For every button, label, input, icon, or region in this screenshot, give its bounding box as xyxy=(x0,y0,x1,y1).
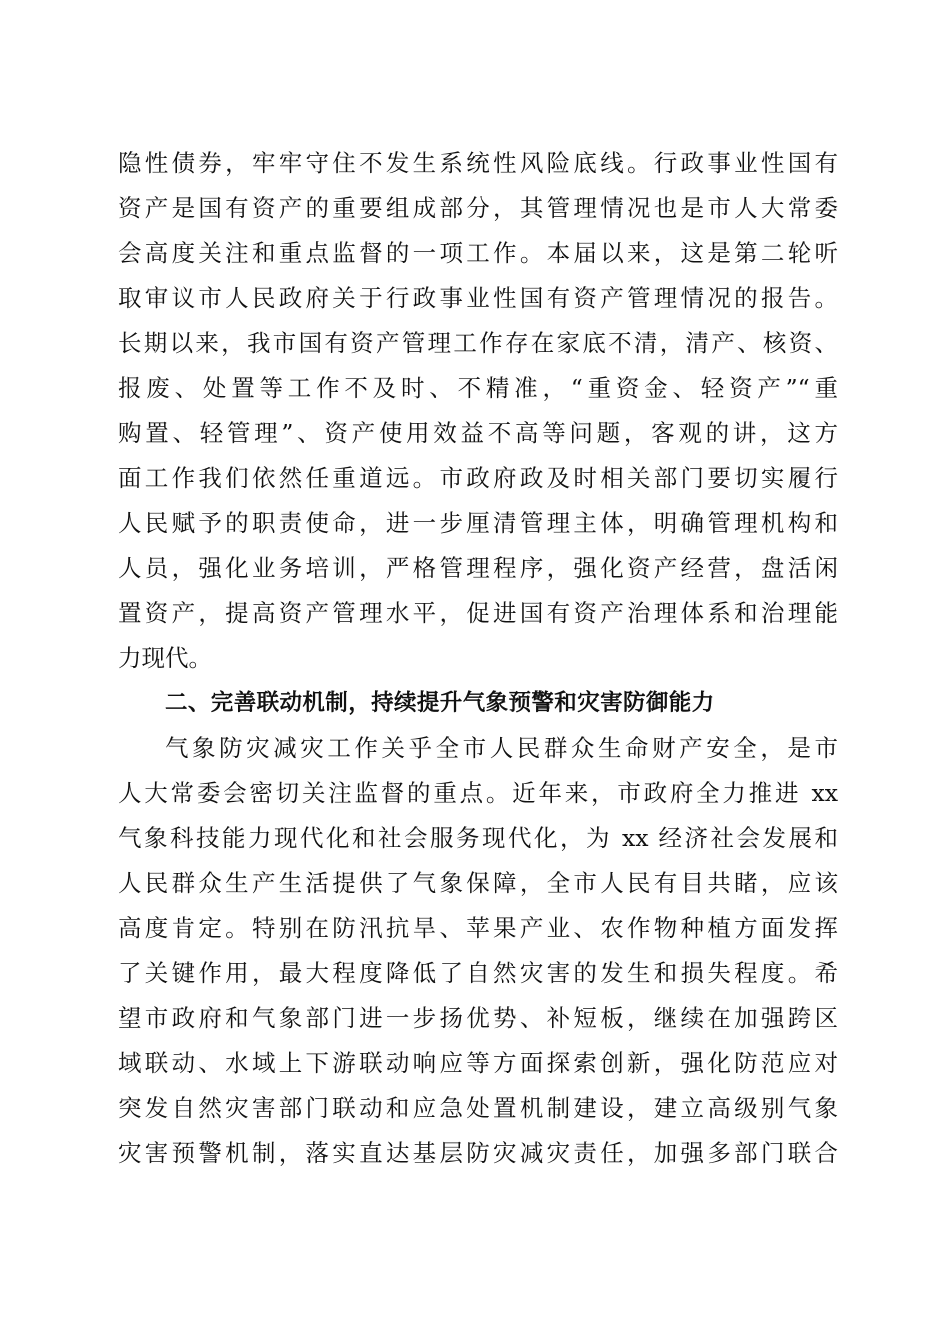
section-heading: 二、完善联动机制，持续提升气象预警和灾害防御能力 xyxy=(165,690,715,716)
text-line: 灾害预警机制，落实直达基层防灾减灾责任，加强多部门联合 xyxy=(118,1139,838,1167)
document-body xyxy=(118,141,838,1176)
text-line: 望市政府和气象部门进一步扬优势、补短板，继续在加强跨区 xyxy=(118,1004,838,1032)
text-line: 置资产，提高资产管理水平，促进国有资产治理体系和治理能 xyxy=(118,599,838,627)
text-line: 域联动、水域上下游联动响应等方面探索创新，强化防范应对 xyxy=(118,1049,838,1077)
text-line: 资产是国有资产的重要组成部分，其管理情况也是市人大常委 xyxy=(118,194,838,222)
text-line: 取审议市人民政府关于行政事业性国有资产管理情况的报告。 xyxy=(118,284,838,312)
text-line: 长期以来，我市国有资产管理工作存在家底不清，清产、核资、 xyxy=(118,329,838,357)
text-line: 会高度关注和重点监督的一项工作。本届以来，这是第二轮听 xyxy=(118,239,838,267)
text-line: 报废、处置等工作不及时、不精准，“重资金、轻资产”“重 xyxy=(118,374,838,402)
text-line: 面工作我们依然任重道远。市政府政及时相关部门要切实履行 xyxy=(118,464,838,492)
text-line: 气象科技能力现代化和社会服务现代化，为 xx 经济社会发展和 xyxy=(118,824,838,852)
text-line: 高度肯定。特别在防汛抗旱、苹果产业、农作物种植方面发挥 xyxy=(118,914,838,942)
text-line: 购置、轻管理”、资产使用效益不高等问题，客观的讲，这方 xyxy=(118,419,838,447)
text-line: 了关键作用，最大程度降低了自然灾害的发生和损失程度。希 xyxy=(118,959,838,987)
text-line: 人民群众生产生活提供了气象保障，全市人民有目共睹，应该 xyxy=(118,869,838,897)
text-line: 气象防灾减灾工作关乎全市人民群众生命财产安全，是市 xyxy=(165,734,838,762)
text-line: 突发自然灾害部门联动和应急处置机制建设，建立高级别气象 xyxy=(118,1094,838,1122)
text-line: 力现代。 xyxy=(118,644,212,672)
text-line: 人民赋予的职责使命，进一步厘清管理主体，明确管理机构和 xyxy=(118,509,838,537)
text-line: 隐性债券，牢牢守住不发生系统性风险底线。行政事业性国有 xyxy=(118,149,838,177)
text-line: 人员，强化业务培训，严格管理程序，强化资产经营，盘活闲 xyxy=(118,554,838,582)
text-line: 人大常委会密切关注监督的重点。近年来，市政府全力推进 xx xyxy=(118,779,838,807)
